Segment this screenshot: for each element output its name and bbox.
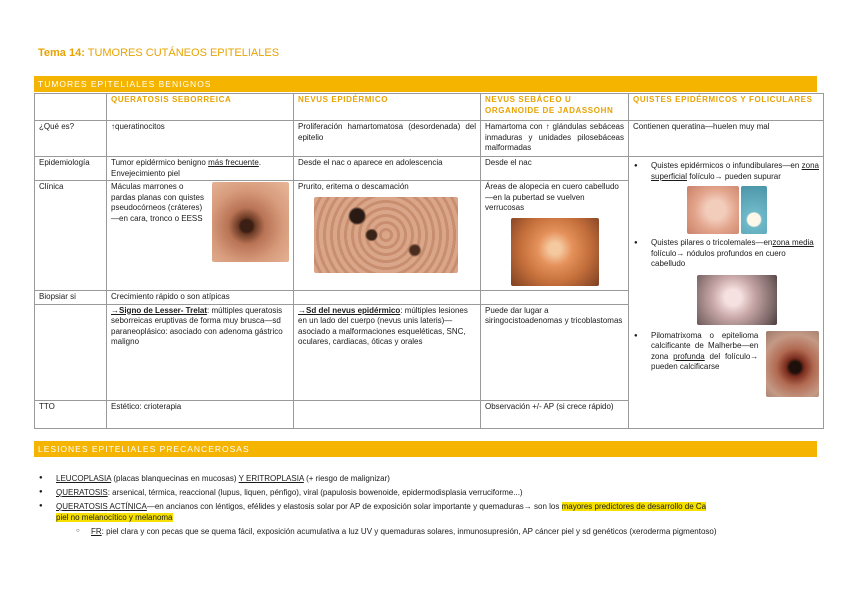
list-item: ○ FR: piel clara y con pecas que se quema fácil, exposición acumulativa a luz UV y quemaduras solares, inmunosupresión, AP cáncer piel y sd genéticos (xeroderma pigmentoso) — [34, 526, 824, 537]
cell — [294, 291, 481, 305]
list-item: ● Quistes pilares o tricolemales—enzona media folículo→ nódulos profundos en cuero cabelludo — [634, 238, 814, 268]
cell: Máculas marrones o pardas planas con quistes pseudocórneos (cráteres)—en cara, tronco o EESS — [107, 181, 294, 291]
arrow-up-icon: ↑ — [545, 122, 550, 131]
cell — [294, 400, 481, 428]
table-row — [35, 121, 824, 157]
cell: →Signo de Lesser- Trelat: múltiples queratosis seborreicas eruptivas de forma muy brusca—sd paraneoplásico: asociado con adenoma gástrico maligno — [107, 304, 294, 400]
precancerous-list — [34, 473, 824, 537]
cell: Contienen queratina—huelen muy mal — [629, 121, 824, 157]
arrow-up-icon: ↑ — [111, 122, 115, 131]
row-label: Clínica — [35, 181, 107, 291]
cell: Crecimiento rápido o son atípicas — [107, 291, 294, 305]
cell: Proliferación hamartomatosa (desordenada) del epitelio — [294, 121, 481, 157]
list-item: ● Pilomatrixoma o epitelioma calcificante de Malherbe—en zona profunda del folículo→ pueden calcificarse — [634, 330, 759, 371]
row-label: Biopsiar si — [35, 291, 107, 305]
cyst-photo — [687, 186, 739, 234]
header-qs: QUERATOSIS SEBORREICA — [107, 94, 294, 121]
cell: →Sd del nevus epidérmico: múltiples lesiones en un lado del cuerpo (nevus unis lateris)—asociado a malformaciones esqueléticas, SNC, oculares, cardiacas, óticas y orales — [294, 304, 481, 400]
row-label — [35, 304, 107, 400]
list-item: ● QUERATOSIS ACTÍNICA—en ancianos con léntigos, efélides y elastosis solar por AP de exposición solar importante y quemaduras→ son los mayores predictores de desarrollo de Ca piel no melanocítico y melanoma — [34, 501, 824, 523]
seborrheic-keratosis-photo — [212, 182, 289, 262]
cell: Hamartoma con ↑ glándulas sebáceas inmaduras y unidades pilosebáceas malformadas — [481, 121, 629, 157]
cell: Estético: crioterapia — [107, 400, 294, 428]
cell: ↑queratinocitos — [107, 121, 294, 157]
cell: Áreas de alopecia en cuero cabelludo—en la pubertad se vuelven verrucosas — [481, 181, 629, 291]
header-qf: QUISTES EPIDÉRMICOS Y FOLICULARES — [629, 94, 824, 121]
cyst-photo — [741, 186, 767, 234]
list-item: ● LEUCOPLASIA (placas blanquecinas en mucosas) Y ERITROPLASIA (+ riesgo de malignizar) — [34, 473, 824, 484]
cell: Desde el nac — [481, 157, 629, 181]
table-header-row — [35, 94, 824, 121]
cell: Puede dar lugar a siringocistoadenomas y tricoblastomas — [481, 304, 629, 400]
section-banner-benign: TUMORES EPITELIALES BENIGNOS — [34, 76, 817, 92]
section-banner-precancerous: LESIONES EPITELIALES PRECANCEROSAS — [34, 441, 817, 457]
benign-tumors-table — [34, 93, 824, 429]
pilar-cyst-photo — [697, 275, 777, 325]
header-ns: NEVUS SEBÁCEO U ORGANOIDE DE JADASSOHN — [481, 94, 629, 121]
table-row — [35, 157, 824, 181]
cell-qf-list — [629, 157, 824, 429]
row-label: Epidemiología — [35, 157, 107, 181]
pilomatrixoma-photo — [766, 331, 819, 397]
list-item: ● Quistes epidérmicos o infundibulares—en zona superficial folículo→ pueden supurar — [634, 161, 819, 181]
cell: Desde el nac o aparece en adolescencia — [294, 157, 481, 181]
sebaceous-nevus-photo — [511, 218, 599, 286]
cell: Observación +/- AP (si crece rápido) — [481, 400, 629, 428]
cell: Tumor epidérmico benigno más frecuente. Envejecimiento piel — [107, 157, 294, 181]
cell: Prurito, eritema o descamación — [294, 181, 481, 291]
document-title: Tema 14: TUMORES CUTÁNEOS EPITELIALES — [38, 47, 280, 59]
row-label: TTO — [35, 400, 107, 428]
cell — [481, 291, 629, 305]
row-label: ¿Qué es? — [35, 121, 107, 157]
epidermal-nevus-photo — [314, 197, 458, 273]
header-empty — [35, 94, 107, 121]
list-item: ● QUERATOSIS: arsenical, térmica, reaccional (lupus, liquen, pénfigo), viral (papulosis bowenoide, epidermodisplasia verruciforme...) — [34, 487, 824, 498]
header-ne: NEVUS EPIDÉRMICO — [294, 94, 481, 121]
